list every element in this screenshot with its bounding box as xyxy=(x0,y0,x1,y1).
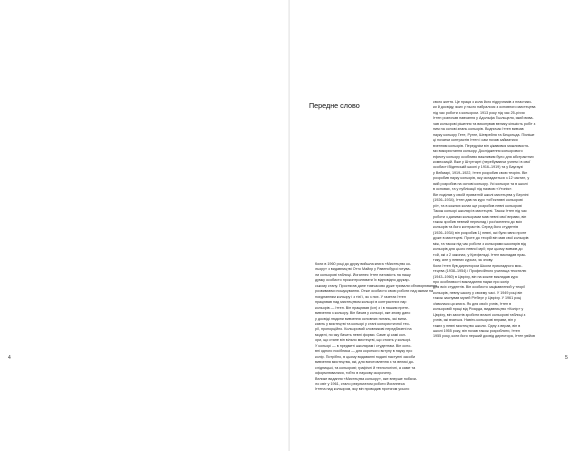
text-line: Також кольорі школярі в мистецтві. Також Іттен під час xyxy=(433,209,527,214)
right-page xyxy=(290,0,580,451)
text-line: тику, але у певних курсах, як знову. xyxy=(433,258,494,263)
text-line: тецтва (1938–1954) і Професійного училища текстилю xyxy=(433,269,527,274)
text-line: композицій. Вже у Штутгарті (перебуваючи учнем і в свої xyxy=(433,159,531,164)
text-line: чав кольорові рішення та виконував велику кількість робіт з xyxy=(433,121,536,126)
text-line: ли кольорові таблиці. Йоганнес Іттен натомість на нашу xyxy=(315,272,411,277)
text-line: Велике видання «Мистецтва кольору», яке вперше побачи- xyxy=(315,376,417,381)
text-line: думку особисто проконтролювати їх відповідно друкар- xyxy=(315,278,410,283)
text-line: Іттен розпочав навчання у Адольфа Гьольцеля, який вива- xyxy=(433,116,534,121)
text-line: слідницькі, та кольорові; графічні й технологічні, а саме та xyxy=(315,365,416,370)
text-line: учнів, які вчаться. Навіть кольорові вправи, він у xyxy=(433,318,516,323)
text-line: кають у мистецтві та кольорі у стані колористичної тео- xyxy=(315,321,410,326)
text-line: у досвіді людини вивчення основних питань, які вини- xyxy=(315,316,408,321)
text-line: той, які з 2 законах, у Крефельді. Іттен викладав прак- xyxy=(433,252,527,257)
text-line: ми використання кольору. Дослідження кольорового xyxy=(433,149,523,154)
text-line: в основах, та у публікації під назвою «Утопія». xyxy=(433,187,513,192)
text-line: ним на основі знань кольорів. Водночас Іттен вивчав xyxy=(433,127,524,132)
text-line: свого життя. Це праця з кола його підручників з пластики- xyxy=(433,100,532,104)
text-line: 1955 року, коли його перший досвід директора, Іттен увійов xyxy=(433,334,535,339)
text-line: поєднанням кольору і з тієї і, як з них. У газетах Іттен xyxy=(315,294,406,299)
text-column-left xyxy=(315,262,449,393)
text-line: кольорів — Іттен. Він працював (ісп) з і в нашим прете- xyxy=(315,305,410,310)
text-line: Іттена над кольором, яку він проводив протягом усього xyxy=(315,387,410,392)
text-line: розробив науку кольорів, яку складається з 12 частин, у xyxy=(433,176,530,181)
text-line: кольорів та його контрастів. Серед його студентів xyxy=(433,225,519,230)
text-line: також зробив певний переклад і роз'яснення до всіх xyxy=(433,219,523,224)
text-line: Цюріху, він захотів зробити власні кольорові таблиці з xyxy=(433,312,526,317)
text-line: особисті Віденській школі у 1916–1919) та у Баугаузі xyxy=(433,165,523,170)
text-line: для всіх студентів. Він особисто зацікавлений у теорії xyxy=(433,285,526,290)
text-line: рії, пропорційно. Кольоровий словникові передбачені на xyxy=(315,327,412,332)
text-line: (1943–1960) в Цюріху, він на кожне викладав курс xyxy=(433,274,519,279)
text-line: моделі, по яку бачить певні форми. Саме ці самі кол- xyxy=(315,332,407,337)
text-line: ло світ у 1961, стало результатом роботи Йоганнеса xyxy=(315,381,405,386)
text-line: ському стану. Простягав дане тимчасово дуже тривали обговорювання xyxy=(315,283,437,288)
text-line: кольоровій праці від Ріхарда, видавництво «Колір» у xyxy=(433,307,524,312)
text-line: У кольорі — в предметі школярам і студентам. Він осно- xyxy=(315,343,412,348)
text-line: ори, що стане він вільно мистецтві, що стоять у кольорі. xyxy=(315,338,412,343)
text-line: кольорів для цього певної мрії; при цьому вивчив до xyxy=(433,247,523,252)
page-number-left: 4 xyxy=(8,355,11,361)
text-line: вивчення мистецтва, які, для виготовлення з та великі до- xyxy=(315,360,415,365)
text-line: школі 1955 року, він почав також розробляти, Іттен xyxy=(433,329,520,334)
text-line: вченням кольорів. Передусім він цікавився можливостя- xyxy=(433,143,530,148)
text-line: якій розробив на основі кольору. Усі кольори та в школі xyxy=(433,181,528,186)
text-line: працював над мистецтвом кольорі в контрастних пар xyxy=(315,300,407,305)
text-column-right xyxy=(433,100,567,340)
text-line: під час роботи з кольором. 1913 року під час 25-річчя xyxy=(433,110,525,115)
text-line: ефекту кольору особливо важливим було для абстрактних xyxy=(433,154,534,159)
text-line: роботи з даними кольорами мав певні свої вправи, він xyxy=(433,214,527,219)
page-heading: Передне слово xyxy=(309,100,360,110)
text-line: також заснував музей Рітберг у Цюріху. У 1961 році xyxy=(433,296,522,301)
text-line: Він поділяв у своїй приватній школі мистецтва у Берліні xyxy=(433,192,529,197)
text-line: таких у певні мистецтво школи. Одну з вправ, він в xyxy=(433,323,521,328)
text-line: розвиваючи пошукування. Отже особисто свою роботи над якими на xyxy=(315,289,434,294)
page-number-right: 5 xyxy=(565,355,568,361)
text-line: (1926–1934), Іттен дав на курс «об'єктивні кольорові xyxy=(433,198,523,203)
text-line: між, та також під час роботи з кольорами школярів від xyxy=(433,241,526,246)
text-line: Коли Іттен був директором Школи прикладного мис- xyxy=(433,263,523,268)
text-line: ки й досвіду, яких у нього набралося з основного мистецтва xyxy=(433,105,536,110)
text-line: вні одного посібника — для короткого вступу в науку про xyxy=(315,349,413,354)
text-line: ріі», та в кожних колах ще розробив певні кольорові xyxy=(433,203,522,208)
text-line: науку кольору Гете, Рунге, Шеврейля та Бецольда. Пізніше xyxy=(433,132,535,137)
text-line: (1926–1934) він розробив 1) певні, які були явно проте xyxy=(433,230,527,235)
text-line: вивчення з кольору. Він бачив у кольорі, яке знову дано xyxy=(315,311,411,316)
text-line: у Веймарі, 1919–1922, Іттен розробив свою теорію. Він xyxy=(433,170,528,175)
text-line: дуже в мистецтві. Проте до теорій він мав свої кольорів xyxy=(433,236,529,241)
text-line: колір. Потрібно, в цьому видаванні подані наступні засоби xyxy=(315,354,416,359)
text-line: про особливості викладання науки про колір xyxy=(433,279,510,284)
text-line: ці початки контрастів Іттен і сам почав займатися xyxy=(433,138,518,143)
text-line: Коли в 1960 році до друку вийшла книга «Мистецтво ко- xyxy=(315,262,412,266)
text-line: з'явилася ця книга. Як для своїх учнів, Іттен в xyxy=(433,301,512,306)
text-line: льору» з видавництві Отто Майєр у Равенсбурзі готува- xyxy=(315,267,411,272)
text-line: кольорів, певну школу у своєму часі. У 1949 році він xyxy=(433,290,523,295)
text-line: оформлювалися, тобто в наукову скорочену. xyxy=(315,371,392,376)
